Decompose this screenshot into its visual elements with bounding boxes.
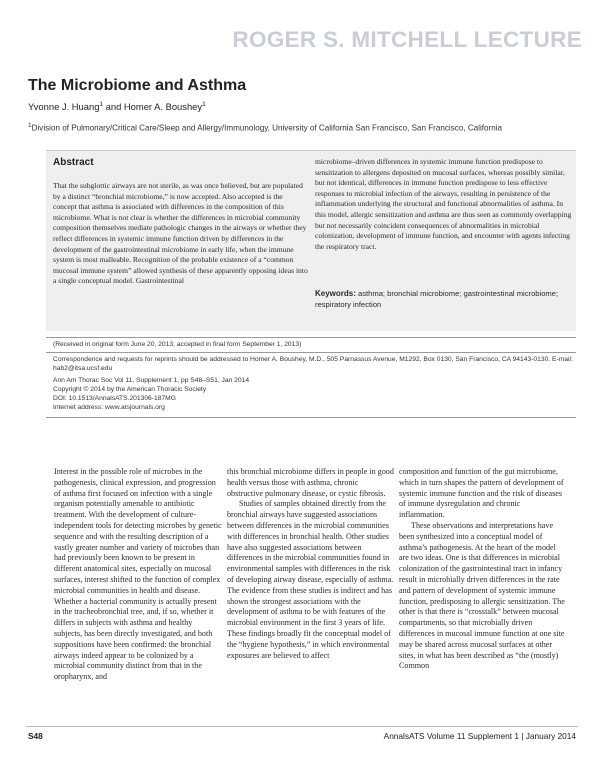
- metadata-divider: [46, 417, 576, 418]
- metadata-divider: [46, 352, 576, 353]
- body-paragraph: Interest in the possible role of microbes in the pathogenesis, clinical expression, and progression of asthma first focused on infection with a single organism potentially amenable to antibiotic treatment. With the development of culture-independent tools for detecting microbes by genetic sequence and with the resulting description of a vastly greater number and variety of microbes than had previously been known to be present in different anatomical sites, especially on mucosal surfaces, interest shifted to the function of complex microbial communities in health and disease. Whether a bacterial community is actually present in the tracheobronchial tree, and, if so, whether it differs in subjects with asthma and healthy subjects, has been directly investigated, and both suppositions have been confirmed: the bronchial airways indeed appear to be colonized by a microbial community distinct from that in the oropharynx, and: [54, 467, 222, 682]
- copyright-line: Copyright © 2014 by the American Thoracic Society: [53, 386, 207, 393]
- body-paragraph: composition and function of the gut microbiome, which in turn shapes the pattern of development of systemic immune function and the risk of diseases of immune dysregulation and chronic inflammation.: [399, 467, 564, 520]
- body-column-1: [54, 467, 222, 683]
- affiliation-text: Division of Pulmonary/Critical Care/Sleep and Allergy/Immunology, University of California San Francisco, San Francisco, California: [31, 123, 503, 133]
- footer-divider: [26, 726, 578, 727]
- body-paragraph: These observations and interpretations have been synthesized into a conceptual model of asthma’s pathogenesis. At the heart of the model are two ideas. One is that differences in microbial colonization of the gastrointestinal tract in infancy result in microbially driven differences in the rate and pattern of development of systemic immune function, predisposing to allergic sensitization. The other is that there is “crosstalk” between mucosal compartments, so that microbially driven differences in mucosal immune function at one site may be shared across mucosal surfaces at other sites, in what has been described as “the (mostly) Common: [399, 520, 565, 671]
- metadata-divider: [46, 337, 576, 338]
- correspondence-note: Correspondence and requests for reprints should be addressed to Homer A. Boushey, M.D., 505 Parnassus Avenue, M1292, Box 0130, San Francisco, CA 94143-0130. E-mail: hab2@itsa.ucsf.edu: [53, 356, 573, 372]
- article-title: The Microbiome and Asthma: [28, 77, 247, 94]
- abstract-text-left: That the subglottic airways are not sterile, as was once believed, but are populated by a distinct “bronchial microbiome,” is now accepted. Also accepted is the concept that asthma is associated with differences in the composition of this microbiome. What is not clear is whether the differences in microbial community composition themselves mediate pathologic changes in the airways or whether they reflect differences in systemic immune function driven by differences in the development of the gastrointestinal microbiome in early life, when the immune system is most malleable. Recognition of the probable existence of a “common mucosal immune system” allowed synthesis of these apparently opposing ideas into a single conceptual model. Gastrointestinal: [53, 181, 308, 286]
- body-column-2: [227, 467, 395, 661]
- keywords-label: Keywords:: [315, 289, 356, 298]
- author-affiliation-marker: 1: [202, 101, 206, 108]
- abstract-heading: Abstract: [53, 157, 94, 168]
- doi-line: DOI: 10.1513/AnnalsATS.201306-187MG: [53, 395, 176, 402]
- affiliation: [28, 122, 502, 133]
- journal-info: AnnalsATS Volume 11 Supplement 1 | January 2014: [383, 731, 576, 741]
- author-name: Yvonne J. Huang: [28, 101, 100, 113]
- page-number: S48: [28, 731, 43, 741]
- affiliation-marker: 1: [28, 122, 32, 129]
- lecture-banner: ROGER S. MITCHELL LECTURE: [232, 27, 582, 52]
- citation-line: Ann Am Thorac Soc Vol 11, Supplement 1, pp S48–S51, Jan 2014: [53, 377, 250, 384]
- author-name: Homer A. Boushey: [123, 101, 203, 113]
- abstract-text-right: microbiome–driven differences in systemic immune function predispose to sensitization to allergens deposited on mucosal surfaces, whereas possibly similar, but not identical, differences in immune function predispose to less effective responses to microbial infection of the airways, resulting in persistence of the inflammation underlying the structural and functional abnormalities of asthma. In this model, allergic sensitization and asthma are thus seen as commonly overlapping but not necessarily coincident consequences of abnormalities in microbial colonization, development of immune function, and encounter with agents infecting the respiratory tract.: [315, 157, 572, 251]
- keywords: [315, 289, 573, 310]
- body-paragraph: Studies of samples obtained directly from the bronchial airways have suggested associations between differences in the microbial communities with differences in bronchial health. Other studies have also suggested associations between differences in the microbial communities found in environmental samples with differences in the risk of developing airway disease, especially of asthma. The evidence from these studies is indirect and has shown the strongest associations with the development of asthma to be with features of the microbial environment in the first 3 years of life. These findings broadly fit the conceptual model of the “hygiene hypothesis,” in which environmental exposures are believed to affect: [227, 499, 394, 660]
- body-paragraph: this bronchial microbiome differs in people in good health versus those with asthma, chronic obstructive pulmonary disease, or cystic fibrosis.: [227, 467, 394, 498]
- received-dates: (Received in original form June 20, 2013; accepted in final form September 1, 2013): [53, 341, 302, 348]
- author-line: [28, 101, 206, 112]
- author-affiliation-marker: 1: [99, 101, 104, 108]
- author-conjunction: and: [105, 101, 122, 113]
- internet-address: Internet address: www.atsjournals.org: [53, 404, 165, 411]
- body-column-3: [399, 467, 567, 672]
- keywords-list: asthma; bronchial microbiome; gastrointestinal microbiome; respiratory infection: [315, 289, 559, 309]
